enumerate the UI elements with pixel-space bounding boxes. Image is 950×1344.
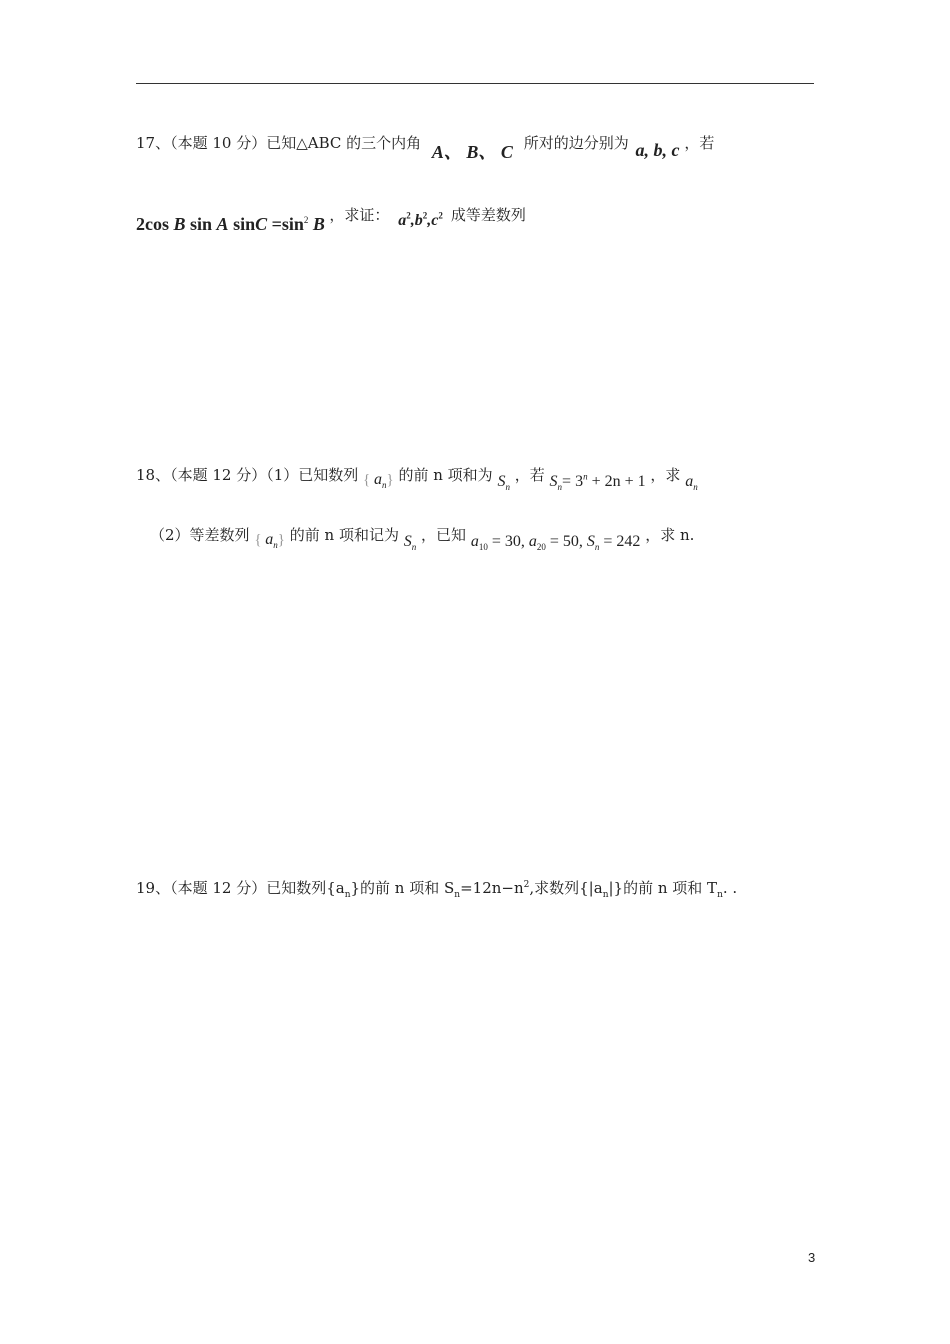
q18-part2-sum-text: 的前 n 项和记为 bbox=[289, 526, 399, 544]
q17-line-1 bbox=[136, 128, 715, 162]
q18-sum-text: 的前 n 项和为 bbox=[398, 466, 493, 484]
q18-an-target: $a_n$ bbox=[685, 473, 698, 493]
q18-part2-an-set: { $a_n$} bbox=[254, 531, 285, 550]
q17-sides: a, b, c bbox=[635, 140, 680, 160]
q17-line-2 bbox=[136, 204, 526, 234]
q17-conclusion: 成等差数列 bbox=[450, 206, 526, 224]
q18-find-text: ，求 bbox=[650, 466, 681, 484]
q18-intro: 18、（本题 12 分）（1）已知数列 bbox=[136, 466, 359, 484]
q18-part2-Sn: $S_n$ bbox=[403, 533, 417, 553]
q18-line-1 bbox=[136, 464, 698, 493]
q18-formula: $S_n= 3^n + 2n + 1$ bbox=[549, 471, 646, 493]
q18-if-text: ，若 bbox=[514, 466, 545, 484]
q17-angles: A、 B、 C bbox=[431, 142, 513, 162]
q18-find-n: ，求 n. bbox=[645, 526, 695, 544]
q18-given-values: $a_{10} = 30$, $a_{20} = 50$, $S_n = 242$ bbox=[470, 533, 641, 553]
q18-Sn: $S_n$ bbox=[497, 473, 510, 493]
page-number: 3 bbox=[808, 1250, 816, 1265]
q17-intro: 17、（本题 10 分）已知△ABC 的三个内角 bbox=[136, 134, 422, 152]
q18-part2-intro: （2）等差数列 bbox=[150, 526, 250, 544]
q18-given-text: ，已知 bbox=[421, 526, 467, 544]
q17-squares: $a^2,b^2,c^2$ bbox=[398, 210, 443, 229]
q18-line-2 bbox=[150, 524, 695, 553]
question-19: 19、（本题 12 分）已知数列$\{a_n\}$的前 n 项和 $S_n=12n-n^2$,求数列$\{|a_n|\}$的前 n 项和 $T_n$. . bbox=[136, 879, 738, 900]
header-rule bbox=[136, 83, 814, 84]
q17-equation: 2cos B sin A $\sin C =\sin^2$ B bbox=[136, 214, 325, 234]
q17-if-text: ，若 bbox=[684, 134, 715, 152]
q17-prove-text: ，求证： bbox=[329, 206, 390, 224]
q17-sides-text: 所对的边分别为 bbox=[523, 134, 629, 152]
q18-an-set: { $a_n$} bbox=[363, 471, 394, 490]
